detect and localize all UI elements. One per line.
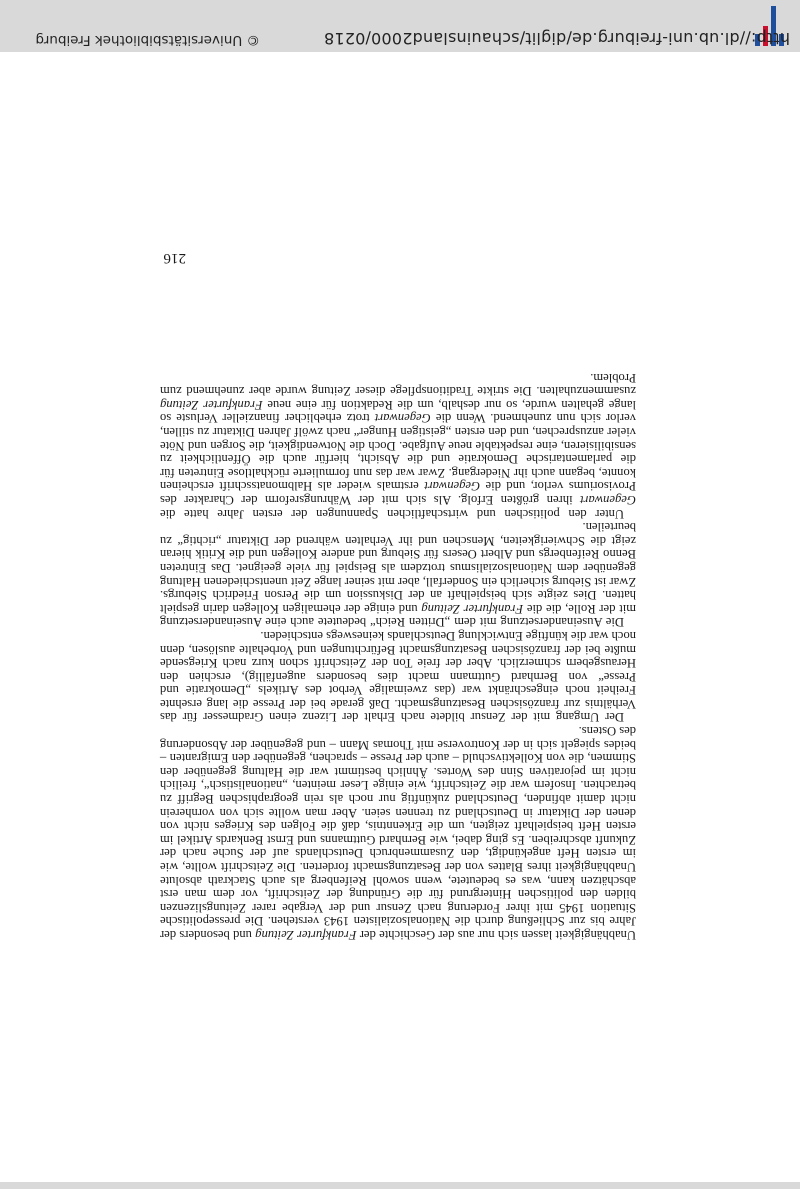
text-run: erstmals wieder als Halbmonatsschrift erscheinen konnte, begann auch ihr Niedergang. Zwar war das nun formulierte rückhaltlose Eintreten für die parlamentarische Demokratie und die Absicht, hierfür auch die Öffentlichkeit zu sensibilisieren, eine respektable neue Aufgabe. Doch die Notwendigkeit, die Sorgen und Nöte vieler anzusprechen, und den ersten „geistigen Hunger“ nach zwölf Jahren Diktatur zu stillen, verlor sich nun zunehmend. Wenn die [160, 411, 636, 494]
paragraph [160, 724, 636, 942]
text-run: und besonders der Jahre bis zur Schließung durch die Nationalsozialisten 1943 verstehen. Die pressepolitische Situation 1945 mit ihrer Forderung nach Zensur und der Vergabe rarer Zeitungslizenzen bilden den politischen Hintergrund für die Gründung der Zeitschrift, vor dem man erst abschätzen kann, was es bedeutete, wenn sowohl Reifenberg als auch Stackrath absolute Unabhängigkeit ihres Blattes von der Besatzungsmacht forderten. Die Zeitschrift wollte, wie im ersten Heft angekündigt, den Zusammenbruch Deutschlands auf der Suche nach der Zukunft abschreiben. Es ging dabei, wie Bernhard Guttmanns und Ernst Benkards Artikel im ersten Heft beispielhaft zeigten, um die Erkenntnis, daß die Folgen des Krieges nicht von denen der Diktatur in Deutschland zu trennen seien. Aber man wollte sich von vornherein nicht damit abfinden, Deutschland zukünftig nur noch als rein geographischen Begriff zu betrachten. Insofern war die Zeitschrift, wie einige Leser meinten, „nationalistisch“, freilich nicht im pejorativen Sinn des Wortes. Ähnlich bestimmt war die Haltung gegenüber den Stimmen, die von Kollektivschuld – auch der Presse – sprachen, gegenüber den Emigranten – beides spiegelt sich in der Kontroverse mit Thomas Mann – und gegenüber der Absonderung des Ostens. [160, 724, 636, 942]
text-run: Die Auseinandersetzung mit dem „Dritten Reich“ bedeutete auch eine Auseinandersetzung mit der Rolle, die die [160, 601, 636, 630]
text-run: ihren größten Erfolg. Als sich mit der Währungsreform der Charakter des Provisoriums verlor, und die [160, 479, 636, 507]
text-run: trotz erheblicher finanzieller Verluste so lange gehalten wurde, so nur deshalb, um die Redaktion für eine neue [160, 397, 636, 426]
page-number: 216 [163, 250, 186, 266]
italic-title: Frankfurter Zeitung [160, 397, 263, 412]
body-text [160, 370, 636, 941]
paragraph [160, 520, 636, 629]
text-run: Der Umgang mit der Zensur bildete nach Erhalt der Lizenz einen Gradmesser für das Verhältnis zur französischen Besatzungsmacht. Daß gerade bei der Presse die lang ersehnte Freiheit noch eingeschränkt war (das zweimalige Verbot des Artikels „Demokratie und Presse“ von Bernhard Guttmann macht dies besonders augenfällig), erschien den Herausgebern schmerzlich. Aber der freie Ton der Zeitschrift schon kurz nach Kriegsende mußte bei der französischen Besatzungsmacht Befürchtungen und Vorbehalte auslösen, denn noch war die künftige Entwicklung Deutschlands keineswegs entschieden. [160, 628, 636, 725]
text-run: und einige der ehemaligen Kollegen darin gespielt hatten. Dies zeigte sich beispielhaft an der Diskussion um die Person Friedrich Sieburgs. Zwar ist Sieburg sicherlich ein Sonderfall, aber mit seiner lange Zeit unentschiedenen Haltung gegenüber dem Nationalsozialismus trotzdem als Beispiel für viele geeignet. Das Eintreten Benno Reifenbergs und Albert Oesers für Sieburg und andere Kollegen und die Kritik hieran zeigt die Schwierigkeiten, Menschen und ihr Verhalten während der Diktatur „richtig“ zu beurteilen. [160, 520, 636, 616]
italic-title: Gegenwart [580, 493, 636, 507]
copyright-notice: © Universitätsbibliothek Freiburg [35, 32, 260, 48]
paragraph [160, 370, 636, 520]
italic-title: Gegenwart [374, 411, 431, 426]
text-run: Unabhängigkeit lassen sich nur aus der Geschichte der [356, 928, 636, 942]
library-banner [0, 0, 800, 52]
italic-title: Frankfurter Zeitung [421, 601, 524, 616]
italic-title: Gegenwart [424, 479, 481, 494]
text-run: Unter den politischen und wirtschaftlichen Spannungen der ersten Jahre hatte die [160, 506, 624, 521]
document-url[interactable]: http://dl.ub.uni-freiburg.de/diglit/schauinsland2000/0218 [323, 29, 790, 48]
paragraph [160, 628, 636, 723]
italic-title: Frankfurter Zeitung [255, 928, 357, 942]
text-run: zusammenzuhalten. Die strikte Traditionspflege dieser Zeitung wurde aber zunehmend zum Problem. [160, 370, 636, 399]
scan-edge-strip [0, 1182, 800, 1189]
